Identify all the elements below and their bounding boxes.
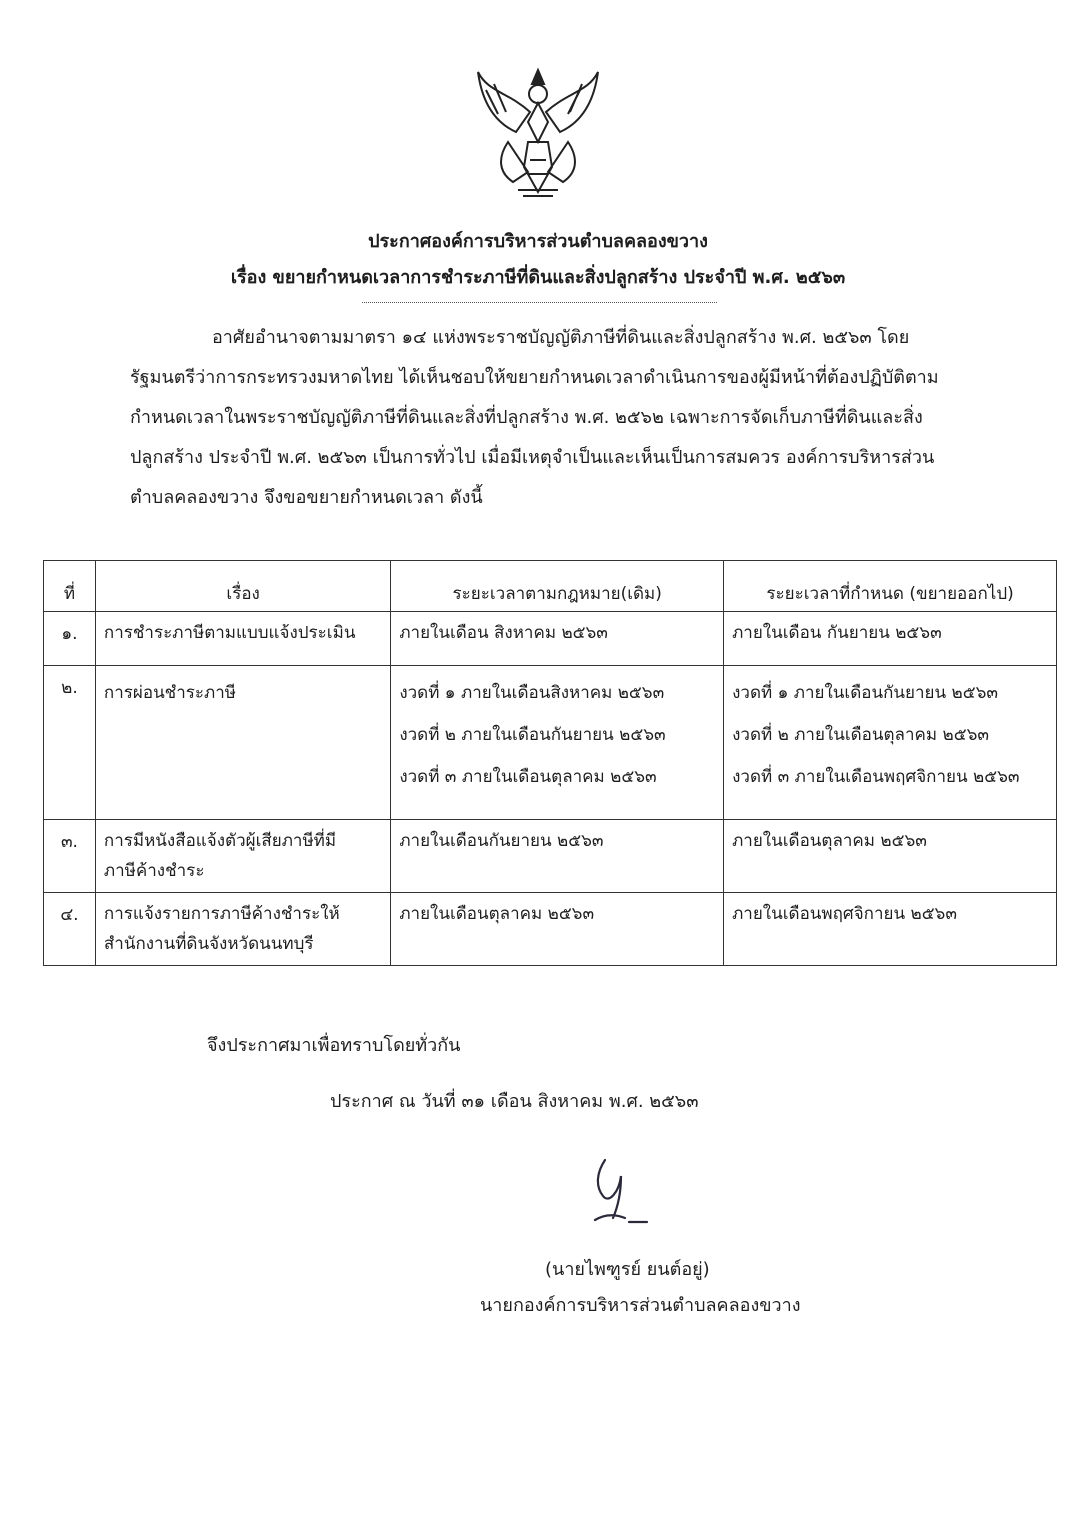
row-original: [391, 612, 724, 666]
original-line: งวดที่ ๓ ภายในเดือนตุลาคม ๒๕๖๓: [399, 767, 657, 787]
row-no: ๔.: [44, 893, 96, 966]
subject-line: การชำระภาษีตามแบบแจ้งประเมิน: [103, 623, 356, 643]
extended-line: งวดที่ ๒ ภายในเดือนตุลาคม ๒๕๖๓: [732, 725, 989, 745]
extended-line: ภายในเดือน กันยายน ๒๕๖๓: [732, 623, 942, 643]
body-line: อาศัยอำนาจตามมาตรา ๑๔ แห่งพระราชบัญญัติภาษีที่ดินและสิ่งปลูกสร้าง พ.ศ. ๒๕๖๓ โดย: [212, 327, 910, 348]
table-row: [44, 893, 1057, 966]
row-subject: [95, 820, 390, 893]
signer-name: (นายไพฑูรย์ ยนต์อยู่): [545, 1259, 710, 1280]
subject-line: สำนักงานที่ดินจังหวัดนนทบุรี: [103, 934, 314, 954]
header-original-period: ระยะเวลาตามกฎหมาย(เดิม): [391, 561, 724, 612]
row-original: [391, 893, 724, 966]
header-subject: เรื่อง: [95, 561, 390, 612]
document-subject: เรื่อง ขยายกำหนดเวลาการชำระภาษีที่ดินและสิ่งปลูกสร้าง ประจำปี พ.ศ. ๒๕๖๓: [230, 267, 846, 288]
table-header-row: [44, 561, 1057, 612]
extended-line: งวดที่ ๑ ภายในเดือนกันยายน ๒๕๖๓: [732, 683, 998, 703]
body-line: ตำบลคลองขวาง จึงขอขยายกำหนดเวลา ดังนี้: [130, 487, 483, 508]
original-line: ภายในเดือนตุลาคม ๒๕๖๓: [399, 904, 595, 924]
row-original: [391, 820, 724, 893]
row-subject: [95, 666, 390, 820]
row-subject: [95, 893, 390, 966]
title-separator: [362, 302, 717, 303]
body-paragraph: [130, 318, 950, 518]
signer-position: นายกองค์การบริหารส่วนตำบลคลองขวาง: [480, 1295, 801, 1316]
subject-line: การผ่อนชำระภาษี: [103, 683, 236, 703]
subject-line: ภาษีค้างชำระ: [103, 861, 205, 881]
original-line: งวดที่ ๒ ภายในเดือนกันยายน ๒๕๖๓: [399, 725, 666, 745]
row-extended: [724, 666, 1057, 820]
row-no: ๒.: [44, 666, 96, 820]
row-extended: [724, 612, 1057, 666]
table-row: [44, 612, 1057, 666]
extension-schedule-table: [43, 560, 1057, 966]
subject-line: การมีหนังสือแจ้งตัวผู้เสียภาษีที่มี: [103, 831, 337, 851]
table-row: [44, 666, 1057, 820]
subject-line: การแจ้งรายการภาษีค้างชำระให้: [103, 904, 340, 924]
header-extended-period: ระยะเวลาที่กำหนด (ขยายออกไป): [724, 561, 1057, 612]
original-line: ภายในเดือน สิงหาคม ๒๕๖๓: [399, 623, 608, 643]
body-line: กำหนดเวลาในพระราชบัญญัติภาษีที่ดินและสิ่งที่ปลูกสร้าง พ.ศ. ๒๕๖๒ เฉพาะการจัดเก็บภาษีที่ดินและสิ่ง: [130, 407, 923, 428]
body-line: ปลูกสร้าง ประจำปี พ.ศ. ๒๕๖๓ เป็นการทั่วไป เมื่อมีเหตุจำเป็นและเห็นเป็นการสมควร องค์การบริหารส่วน: [130, 447, 935, 468]
row-extended: [724, 820, 1057, 893]
original-line: งวดที่ ๑ ภายในเดือนสิงหาคม ๒๕๖๓: [399, 683, 665, 703]
row-no: ๑.: [44, 612, 96, 666]
announcement-date: ประกาศ ณ วันที่ ๓๑ เดือน สิงหาคม พ.ศ. ๒๕๖๓: [330, 1091, 699, 1112]
body-line: รัฐมนตรีว่าการกระทรวงมหาดไทย ได้เห็นชอบให้ขยายกำหนดเวลาดำเนินการของผู้มีหน้าที่ต้องปฏิบัติตาม: [130, 367, 939, 388]
handwritten-signature-icon: [575, 1152, 655, 1232]
row-subject: [95, 612, 390, 666]
document-title: ประกาศองค์การบริหารส่วนตำบลคลองขวาง: [368, 231, 708, 252]
row-no: ๓.: [44, 820, 96, 893]
row-original: [391, 666, 724, 820]
original-line: ภายในเดือนกันยายน ๒๕๖๓: [399, 831, 604, 851]
extended-line: งวดที่ ๓ ภายในเดือนพฤศจิกายน ๒๕๖๓: [732, 767, 1020, 787]
garuda-emblem-icon: [468, 62, 608, 202]
extended-line: ภายในเดือนพฤศจิกายน ๒๕๖๓: [732, 904, 957, 924]
table-row: [44, 820, 1057, 893]
extended-line: ภายในเดือนตุลาคม ๒๕๖๓: [732, 831, 927, 851]
header-no: ที่: [44, 561, 96, 612]
row-extended: [724, 893, 1057, 966]
closing-announcement: จึงประกาศมาเพื่อทราบโดยทั่วกัน: [207, 1035, 461, 1056]
